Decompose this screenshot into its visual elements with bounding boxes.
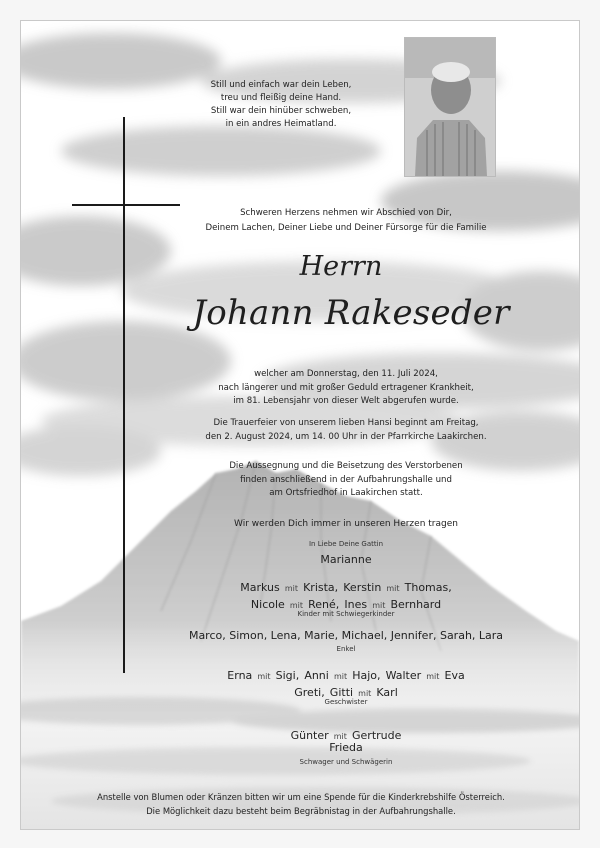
mit-word: mit bbox=[284, 584, 298, 593]
cross-vertical bbox=[123, 117, 125, 673]
footer-line: Die Möglichkeit dazu besteht beim Begräbnistag in der Aufbahrungshalle. bbox=[146, 805, 456, 816]
mourner-name: Hajo, bbox=[352, 669, 381, 682]
mourner-name: Greti, bbox=[294, 686, 325, 699]
wife-name: Marianne bbox=[320, 553, 372, 566]
deceased-name: Johann Rakeseder bbox=[192, 293, 510, 333]
obituary-card bbox=[20, 20, 580, 830]
mit-word: mit bbox=[358, 689, 372, 698]
mourner-name: Gertrude bbox=[352, 729, 402, 742]
grandchildren-label: Enkel bbox=[336, 645, 356, 653]
footer-line: Anstelle von Blumen oder Kränzen bitten wir um eine Spende für die Kinderkrebshilfe Österreich. bbox=[97, 792, 505, 802]
mourner-name: Bernhard bbox=[390, 598, 442, 611]
mit-word: mit bbox=[289, 601, 304, 610]
siblings-label: Geschwister bbox=[324, 698, 368, 706]
mourner-name: René, bbox=[308, 598, 340, 611]
mit-word: mit bbox=[426, 672, 440, 681]
portrait-photo bbox=[404, 37, 496, 177]
death-notice bbox=[171, 368, 521, 409]
text-line: den 2. August 2024, um 14. 00 Uhr in der Pfarrkirche Laakirchen. bbox=[205, 431, 487, 442]
mourners-lead: Wir werden Dich immer in unseren Herzen tragen bbox=[234, 519, 458, 529]
farewell-intro bbox=[171, 206, 521, 236]
cross-horizontal bbox=[72, 204, 180, 206]
mourner-name: Erna bbox=[227, 669, 253, 682]
text-line: welcher am Donnerstag, den 11. Juli 2024, bbox=[254, 369, 438, 379]
burial-info bbox=[171, 460, 521, 501]
mit-word: mit bbox=[333, 672, 348, 681]
mourner-name: Eva bbox=[444, 669, 465, 682]
mourner-name: Nicole bbox=[250, 598, 285, 611]
text-line: Die Aussegnung und die Beisetzung des Verstorbenen bbox=[229, 461, 463, 471]
mourner-name: Sigi, bbox=[275, 669, 300, 682]
mourner-name: Günter bbox=[290, 729, 329, 742]
intro-line: Deinem Lachen, Deiner Liebe und Deiner Fürsorge für die Familie bbox=[205, 223, 487, 233]
mourner-name: Thomas, bbox=[404, 581, 452, 594]
mit-word: mit bbox=[386, 584, 400, 593]
text-line: nach längerer und mit großer Geduld ertragener Krankheit, bbox=[218, 382, 474, 393]
mourner-name: Gitti bbox=[329, 686, 354, 699]
text-line: finden anschließend in der Aufbahrungshalle und bbox=[240, 474, 452, 485]
mourner-name: Krista, bbox=[303, 581, 339, 594]
verse-line: treu und fleißig deine Hand. bbox=[220, 93, 342, 103]
mourner-name: Kerstin bbox=[343, 581, 382, 594]
salutation: Herrn bbox=[299, 251, 383, 282]
verse-line: Still war dein hinüber schweben, bbox=[210, 106, 352, 116]
mourner-name: Karl bbox=[376, 686, 398, 699]
verse-line: in ein andres Heimatland. bbox=[225, 119, 337, 129]
mourner-name: Markus bbox=[240, 581, 280, 594]
memorial-verse bbox=[181, 79, 381, 131]
mourner-name: Ines bbox=[344, 598, 368, 611]
intro-line: Schweren Herzens nehmen wir Abschied von Dir, bbox=[240, 208, 452, 218]
funeral-info bbox=[171, 417, 521, 444]
grandchildren-names: Marco, Simon, Lena, Marie, Michael, Jennifer, Sarah, Lara bbox=[188, 629, 504, 642]
text-line: im 81. Lebensjahr von dieser Welt abgerufen wurde. bbox=[233, 396, 459, 406]
mit-word: mit bbox=[257, 672, 271, 681]
verse-line: Still und einfach war dein Leben, bbox=[210, 80, 352, 90]
inlaws-line-2: Frieda bbox=[329, 741, 363, 754]
wife-label: In Liebe Deine Gattin bbox=[308, 540, 384, 548]
inlaws-label: Schwager und Schwägerin bbox=[299, 758, 393, 766]
mit-word: mit bbox=[372, 601, 386, 610]
mit-word: mit bbox=[333, 732, 347, 741]
children-label: Kinder mit Schwiegerkinder bbox=[297, 610, 395, 618]
text-line: am Ortsfriedhof in Laakirchen statt. bbox=[269, 488, 423, 498]
mourner-name: Anni bbox=[304, 669, 329, 682]
donation-note bbox=[61, 791, 541, 818]
text-line: Die Trauerfeier von unserem lieben Hansi beginnt am Freitag, bbox=[213, 418, 479, 428]
mourner-name: Walter bbox=[385, 669, 422, 682]
